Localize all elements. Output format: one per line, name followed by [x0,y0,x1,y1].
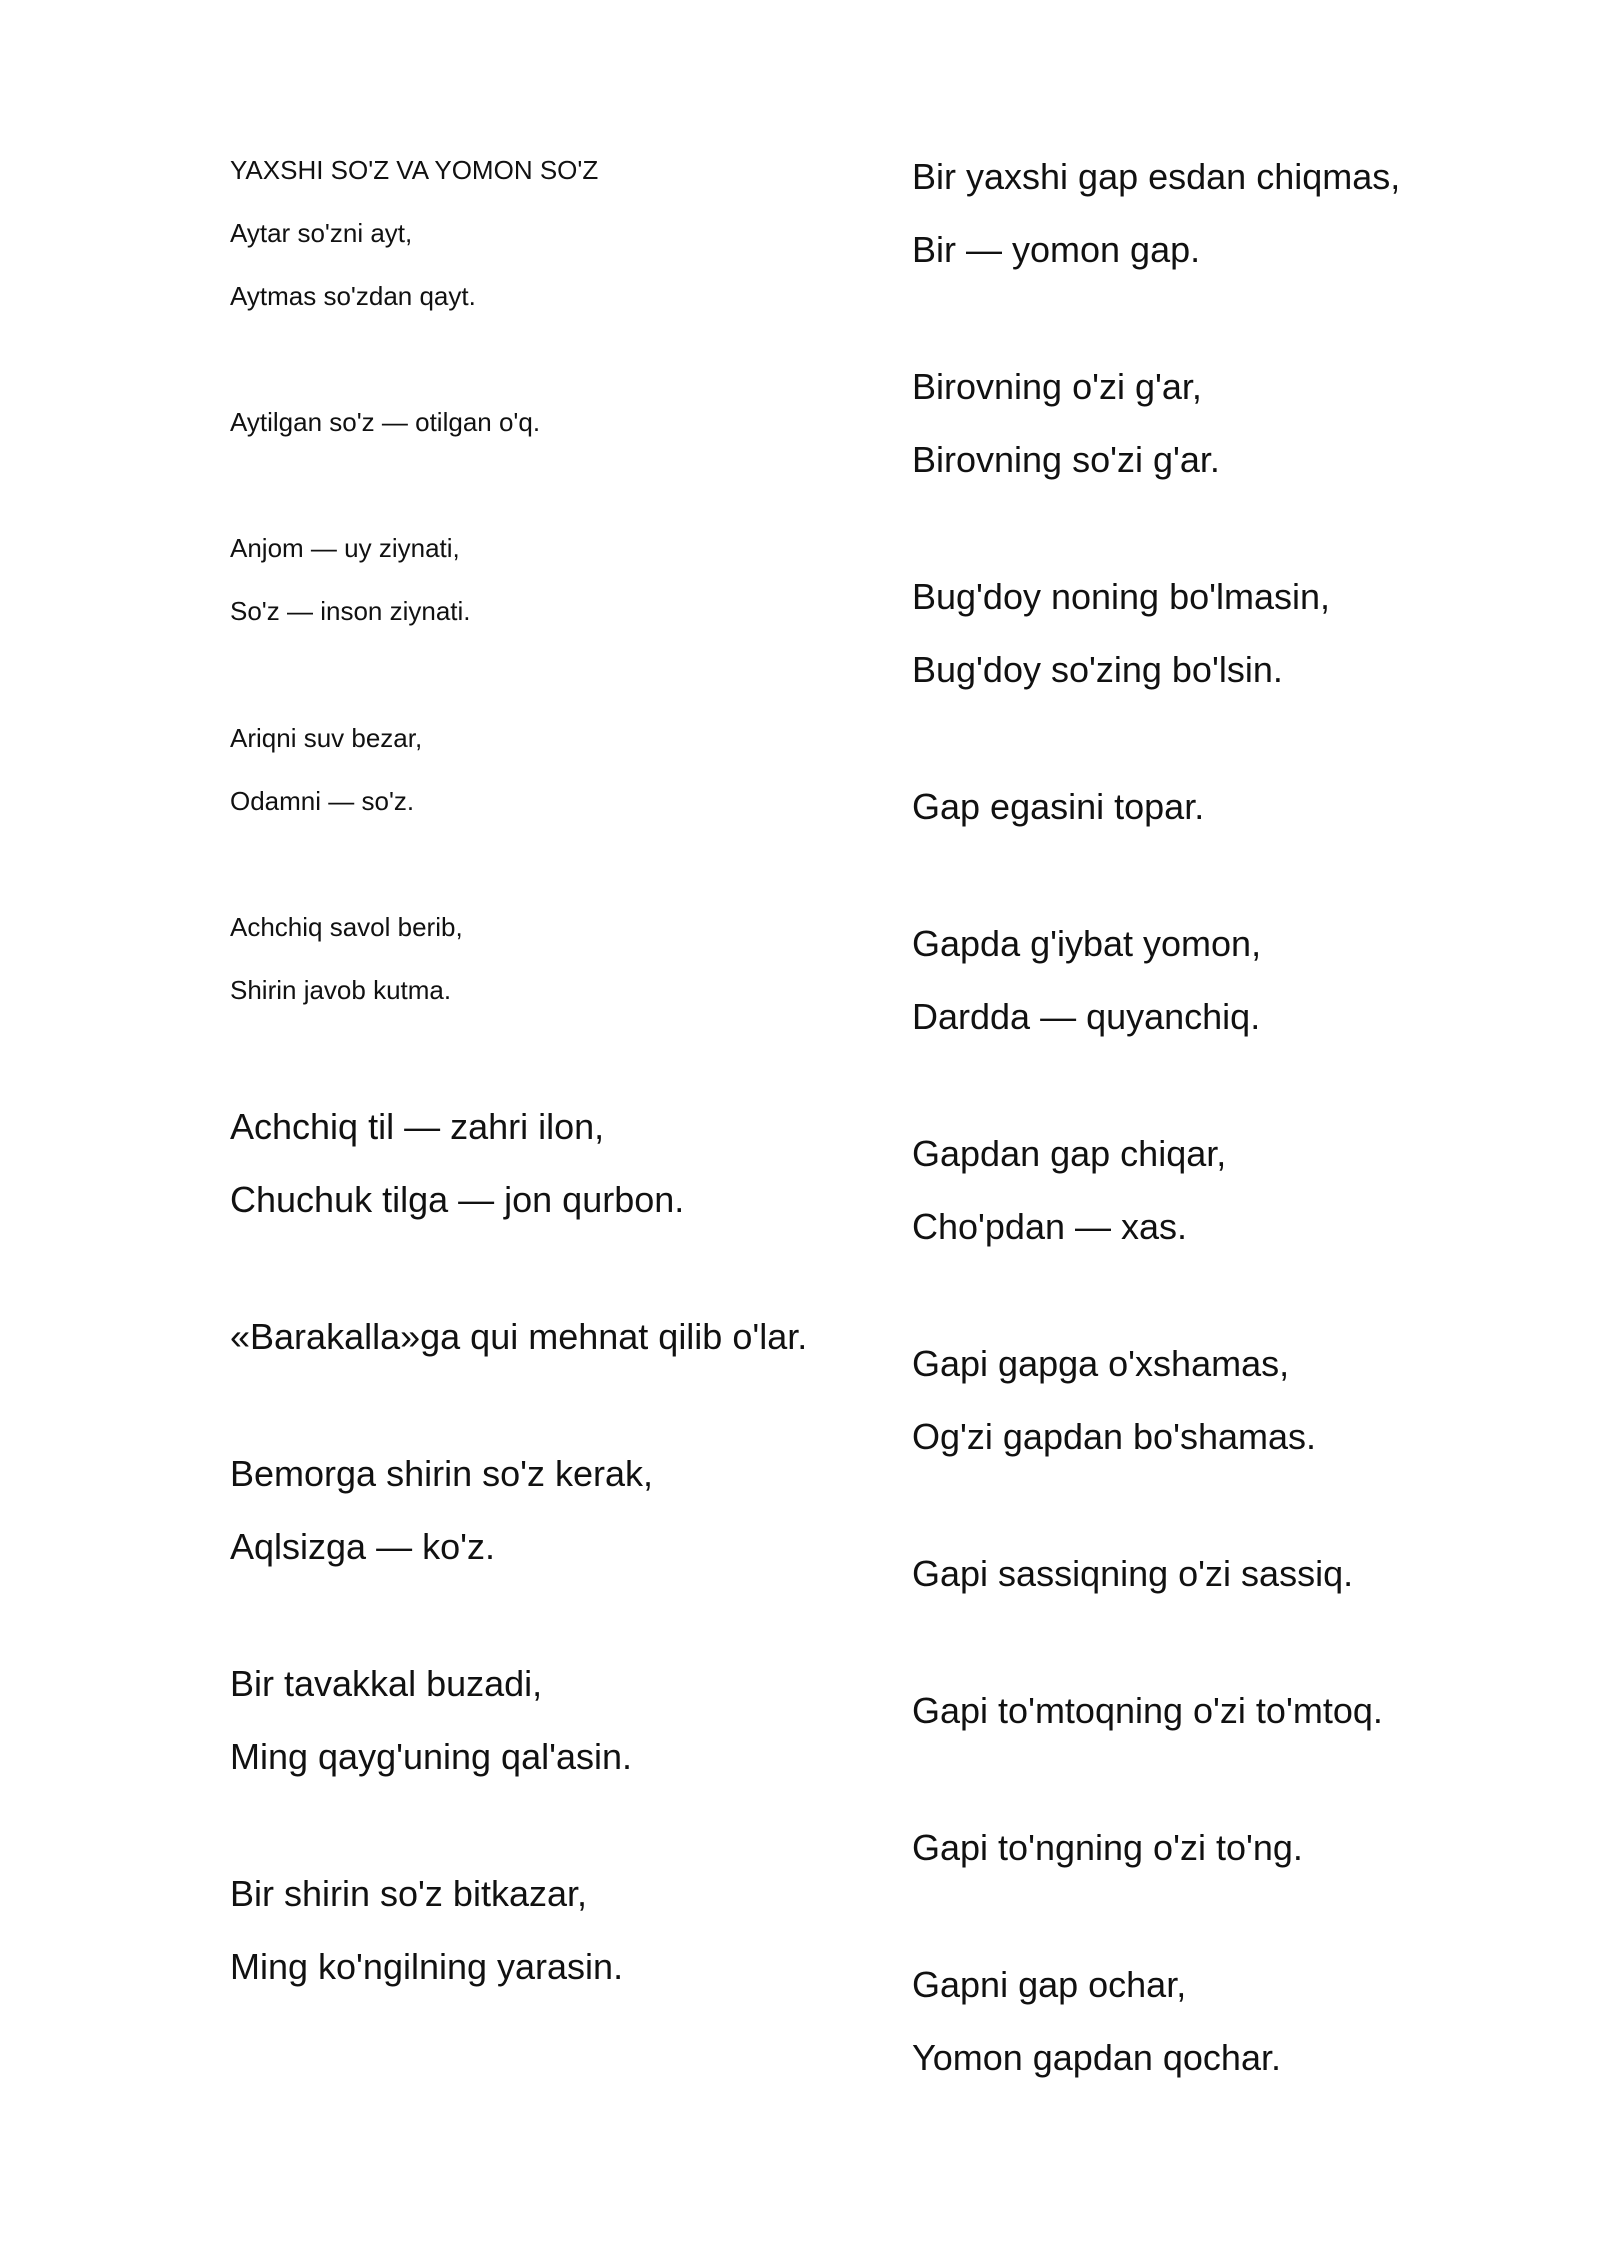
proverb-line: Ming ko'ngilning yarasin. [230,1946,624,1987]
proverb-line: Bir yaxshi gap esdan chiqmas, [912,156,1401,197]
proverb-line: Bemorga shirin so'z kerak, [230,1453,654,1494]
proverb-line: Gapni gap ochar, [912,1964,1187,2005]
proverb-line: Bir tavakkal buzadi, [230,1663,543,1704]
proverb-line: Gapi to'mtoqning o'zi to'mtoq. [912,1690,1383,1731]
proverb-line: Aqlsizga — ko'z. [230,1526,495,1567]
proverb-line: Ming qayg'uning qal'asin. [230,1736,633,1777]
proverb-line: «Barakalla»ga qui mehnat qilib o'lar. [230,1316,808,1357]
proverb-line: Gapdan gap chiqar, [912,1133,1227,1174]
proverb-line: So'z — inson ziynati. [230,596,471,626]
document-title: YAXSHI SO'Z VA YOMON SO'Z [230,155,599,185]
proverb-line: Bir shirin so'z bitkazar, [230,1873,587,1914]
proverb-line: Anjom — uy ziynati, [230,533,460,563]
proverb-line: Yomon gapdan qochar. [912,2037,1281,2078]
proverb-line: Gapi to'ngning o'zi to'ng. [912,1827,1303,1868]
proverb-line: Bug'doy so'zing bo'lsin. [912,649,1283,690]
proverb-line: Aytar so'zni ayt, [230,218,413,248]
proverb-line: Chuchuk tilga — jon qurbon. [230,1179,685,1220]
proverb-line: Birovning o'zi g'ar, [912,366,1202,407]
proverb-line: Gapda g'iybat yomon, [912,923,1262,964]
proverb-line: Odamni — so'z. [230,786,415,816]
proverb-line: Birovning so'zi g'ar. [912,439,1220,480]
proverb-line: Ariqni suv bezar, [230,723,423,753]
proverb-line: Aytmas so'zdan qayt. [230,281,476,311]
proverb-line: Gap egasini topar. [912,786,1205,827]
proverb-line: Gapi gapga o'xshamas, [912,1343,1290,1384]
proverb-line: Aytilgan so'z — otilgan o'q. [230,407,541,437]
proverb-line: Achchiq til — zahri ilon, [230,1106,605,1147]
proverb-line: Bug'doy noning bo'lmasin, [912,576,1331,617]
proverb-line: Shirin javob kutma. [230,975,452,1005]
proverb-line: Dardda — quyanchiq. [912,996,1261,1037]
proverb-line: Cho'pdan — xas. [912,1206,1188,1247]
proverb-line: Gapi sassiqning o'zi sassiq. [912,1553,1354,1594]
proverb-line: Og'zi gapdan bo'shamas. [912,1416,1316,1457]
proverb-line: Bir — yomon gap. [912,229,1201,270]
proverb-line: Achchiq savol berib, [230,912,463,942]
